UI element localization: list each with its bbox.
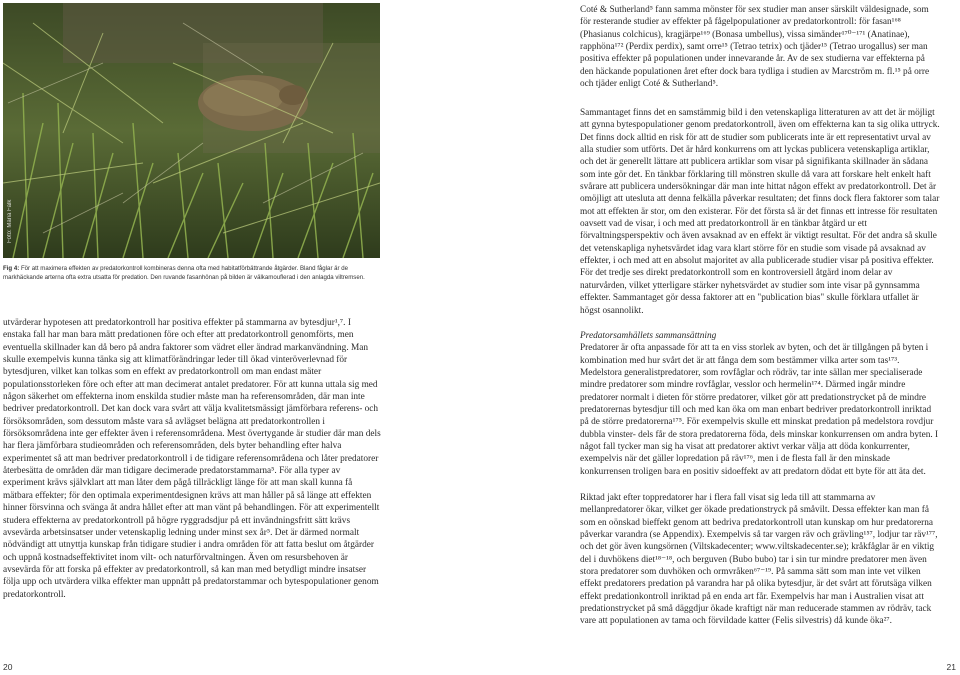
left-column-paragraph: utvärderar hypotesen att predatorkontroll har positiva effekter på stammarna av bytesdjur¹,⁷. I enstaka fall har man bara mätt predationen före och efter att predatorkontroll genomförts, men eventuella skillnader kan då bero på andra faktorer som vädret eller ändrad markanvändning. Man skulle exempelvis kunna tänka sig att klimatförändringar leder till ökad vinteröverlevnad för bytesdjuren, vilket kan tolkas som en effekt av predatorkontroll om man endast mäter populationsstorleken före och efter att man decimerat antalet predatorer. För att kunna uttala sig med någon säkerhet om effekterna inom enskilda studier måste man ha referensområden, där man inte bedriver predatorkontroll. Det kan dock vara svårt att välja kvalitetsmässigt jämförbara referens- och försöksområden, som dessutom måste vara så avlägset belägna att predatorkontrollen i försöksområdena inte ger effekter även i referensområdena. Mest övertygande är studier där man dels har flera jämförbara studieområden och referensområden, dels byter behandling efter halva experimentet så att man bedriver predatorkontroll i de tidigare referensområdena och låter predatorer återbesätta de områden där man tidigare decimerade predatorstammarna⁵. För alla typer av experiment krävs självklart att man låter dem pågå tillräckligt länge för att man skall kunna få mätbara effekter; för den optimala experimentdesignen krävs att man håller på så länge att effekten hinner försvinna och svänga åt andra hållet efter att man vänt på behandlingen. För att experimentellt studera effekterna av predatorkontroll på högre ryggradsdjur på ett invändningsfritt sätt krävs avsevärda arbetsinsatser under vetenskaplig ledning under minst sex år⁵. Det är därmed normalt nödvändigt att utnyttja kunskap från tidigare studier i andra områden för att fatta beslut om åtgärder och uppnå kostnadseffektivitet inom vilt- och naturförvaltningen. Även om resursbehoven är avsevärda för att forska på effekter av predatorkontroll, så kan man med betydligt mindre insatser följa upp och utvärdera vilka effekter man uppnått på predatorstammar och bytespopulationer genom predatorkontroll.: [3, 318, 381, 600]
section-subheading: Predatorsamhällets sammansättning: [580, 331, 717, 341]
right-paragraph-3: Predatorer är ofta anpassade för att ta en viss storlek av byten, och det är tillgången på byten i kombination med hur svårt det är att fånga dem som bestämmer vilka arter som tas¹⁷³. Medelstora generalistpredatorer, som rovfåglar och rödräv, tar inte sällan mer specialiserade mindre predatorer som mindre rovfåglar, vesslor och hermelin¹⁷⁴. Därmed ingår mindre predatorer normalt i dieten för större predatorer, vilket gör att predationstrycket på de mindre predatorernas bytesdjur till och med kan öka om man enbart bedriver predatorkontroll inriktad på de större predatorerna¹⁷⁵. För exempelvis skulle ett minskat predation på medelstora rovdjur dubbla vinster- dels får de stora predatorerna föda, dels minskar konkurrensen om andra byten. I något fall tycker man sig ha visat att predatorer aktivt verkar välja att döda konkurrenter, exempelvis när det gäller lopredation på räv¹⁷⁶, men i de flesta fall är den minskade konkurrensen troligen bara en positiv sidoeffekt av att predatorn dödat ett byte för att äta det.: [580, 343, 939, 477]
right-paragraph-4: Riktad jakt efter toppredatorer har i flera fall visat sig leda till att stammarna av mellanpredatorer ökar, vilket ger ökade predationstryck på småvilt. Dessa effekter kan man få som en oönskad bieffekt genom att bedriva predatorkontroll utan kunskap om hur predatorerna påverkar varandra (se Appendix). Exempelvis så tar vargen räv och grävling¹⁵⁷, lodjur tar räv¹⁷⁷, och det gör även kungsörnen (Viltskadecenter; www.viltskadecenter.se); kråkfåglar är en viktig del i duvhökens diet¹⁸⁻¹⁸, och berguven (Bubo bubo) tar i sin tur mindre predatorer men även stora predatorer som duvhöken och ormvråken⁶⁷⁻¹⁹. På samma sätt som man inte vet vilken effekt predatorers predation på varandra har på olika bytesdjur, är det svårt att förutsäga vilken effekt predationkontroll inriktad på en enda art får. Exempelvis har man i Australien visat att predationstrycket på små däggdjur ökade kraftigt när man reducerade stammen av rödräv, tack vare att populationen av tama och förvildade katter (Felis silvestris) då kunde öka²⁷.: [580, 493, 938, 627]
right-page: [480, 0, 960, 675]
page-number-right: 21: [946, 662, 956, 672]
caption-text: För att maximera effekten av predatorkontroll kombineras denna ofta med habitatförbättrande åtgärder. Bland fåglar är de markhäckande arterna ofta extra utsatta för predation. Den ruvande fasanhönan på bilden är välkamouflerad i den anlagda viltremsen.: [3, 265, 365, 282]
caption-label: Fig 4:: [3, 265, 20, 272]
figure-caption: [3, 264, 380, 283]
pheasant-photo: [3, 3, 380, 258]
right-paragraph-1: Coté & Sutherland⁵ fann samma mönster för sex studier man anser särskilt väldesignade, som för resterande studier av effekter på fågelpopulationer av predatorkontroll: för fasan¹⁶⁸ (Phasianus colchicus), kragjärpe¹⁶⁹ (Bonasa umbellus), vissa simänder¹⁷⁰⁻¹⁷¹ (Anatinae), rapphöna¹⁷² (Perdix perdix), samt orre¹⁵ (Tetrao tetrix) och tjäder¹⁵ (Tetrao urogallus) ser man positiva effekter på populationen under innevarande år. Av de sex studierna var effekterna på den häckande populationen året efter dock bara tydliga i studien av Marcström m. fl.¹⁵ på orre och tjäder enligt Coté & Sutherland⁵.: [580, 5, 930, 90]
right-section: [580, 330, 940, 478]
right-paragraph-2: Sammantaget finns det en samstämmig bild i den vetenskapliga litteraturen av att det är möjligt att gynna bytespopulationer genom predatorkontroll, även om effekterna kan ta sig olika uttryck. Det finns dock alltid en risk för att de studier som publicerats inte är ett representativt urval av alla studier som utförts. Det är hård konkurrens om att lyckas publicera vetenskapliga artiklar, och det är generellt lättare att publicera artiklar som visar på signifikanta skillnader än sådana som inte gör det. En tänkbar förklaring till mönstren skulle då vara att forskare helt enkelt haft svårare att publicera undersökningar där man inte hittat någon effekt av predatorkontroll. Det är omöjligt att utesluta att denna felkälla påverkar resultaten; det finns dock flera faktorer som talar mot att effekten är stor, om den existerar. För det första så är det finnas ett intresse för resultaten oavsett vad de visar, i och med att predatorkontroll är en tänkbar åtgärd ur ett förvaltningsperspektiv och även avsaknad av en effekt är viktigt resultat. För det andra så skulle det vetenskapliga nyhetsvärdet idag vara klart större för en studie som visade på avsaknad av effekter, i och med att en absolut majoritet av alla publicerade studier visar på positiva effekter. För det tredje ses direkt predatorkontroll som en kontroversiell åtgärd inom delar av naturvården, vilket ytterligare stärker nyhetsvärdet av studier som inte visar på gynnsamma effekter. Sammantaget gör dessa faktorer att en "publication bias" skulle förklara utfallet är högst osannolikt.: [580, 108, 940, 316]
page-number-left: 20: [3, 662, 13, 672]
photo-credit: Foto: Maria Falk: [7, 199, 13, 243]
